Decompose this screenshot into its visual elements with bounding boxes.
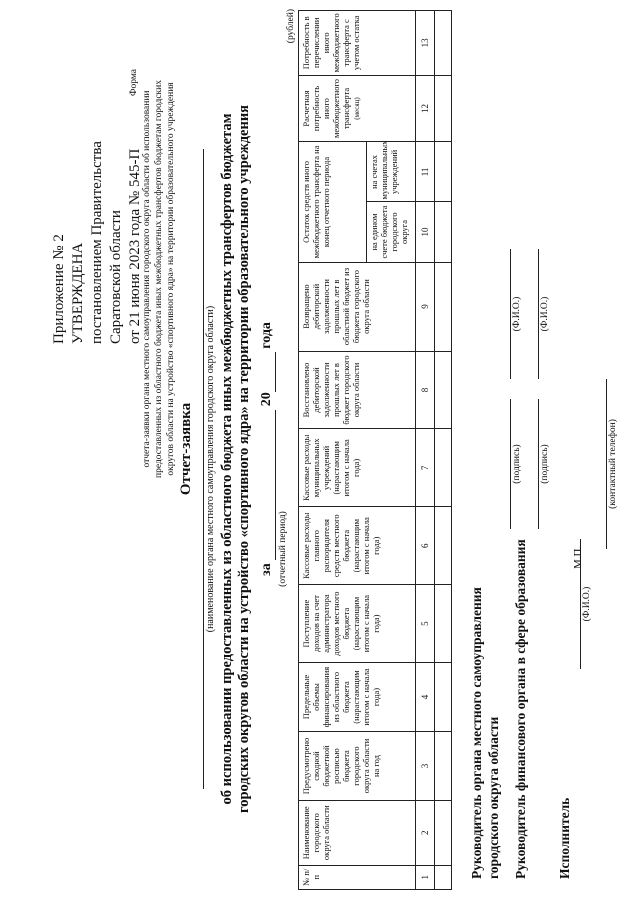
report-table bbox=[298, 10, 452, 890]
executor-phone-line[interactable]: (контактный телефон) bbox=[606, 379, 618, 549]
table-cell[interactable] bbox=[435, 262, 452, 351]
document-title: Отчет-заявка bbox=[178, 402, 194, 496]
executor-title: Исполнитель bbox=[557, 797, 572, 879]
period-suffix: года bbox=[259, 322, 274, 349]
head-of-government-title bbox=[468, 479, 502, 879]
col-num: 10 bbox=[416, 202, 435, 262]
head-name-line[interactable]: (Ф.И.О.) bbox=[510, 249, 522, 379]
col-num: 3 bbox=[416, 732, 435, 801]
municipality-name-caption: (наименование органа местного самоуправления городского округа области) bbox=[203, 149, 216, 789]
header-cash-expenses-institutions: Кассовые расходы муниципальных учреждений (нарастающим итогом с начала года) bbox=[299, 429, 416, 507]
table-header-row bbox=[299, 11, 367, 890]
header-budget-plan: Предусмотрено сводной бюджетной росписью бюджета городского округа области на год bbox=[299, 732, 416, 801]
period-prefix: за bbox=[259, 563, 274, 576]
reporting-period bbox=[259, 219, 276, 679]
table-cell[interactable] bbox=[435, 75, 452, 142]
units-label: (рублей) bbox=[286, 9, 296, 44]
table-cell[interactable] bbox=[435, 351, 452, 429]
finance-head-title: Руководитель финансового органа в сфере образования bbox=[513, 539, 528, 879]
stamp-place: М.П. bbox=[572, 545, 584, 569]
table-cell[interactable] bbox=[435, 507, 452, 585]
table-cell[interactable] bbox=[435, 801, 452, 866]
col-num: 5 bbox=[416, 585, 435, 663]
calc-need-text: Расчетная потребность иного межбюджетного трансферта bbox=[301, 78, 351, 139]
appendix-number: Приложение № 2 bbox=[51, 234, 67, 344]
finance-signature-line[interactable]: (подпись) bbox=[538, 399, 550, 529]
period-caption: (отчетный период) bbox=[278, 511, 288, 587]
col-num: 6 bbox=[416, 507, 435, 585]
table-cell[interactable] bbox=[435, 202, 452, 262]
col-num: 2 bbox=[416, 801, 435, 866]
header-transfer-need: Потребность в перечислении иного межбюджетного трансферта с учетом остатка bbox=[299, 11, 416, 76]
approval-authority: постановлением Правительства bbox=[89, 141, 105, 344]
table-cell[interactable] bbox=[435, 865, 452, 889]
table-cell[interactable] bbox=[435, 429, 452, 507]
header-municipality: Наименование городского округа области bbox=[299, 801, 416, 866]
table-cell[interactable] bbox=[435, 732, 452, 801]
finance-name-line[interactable]: (Ф.И.О.) bbox=[538, 249, 550, 379]
header-cash-expenses-manager: Кассовые расходы главного распорядителя средств местного бюджета (нарастающим итогом с начала года) bbox=[299, 507, 416, 585]
executor-name-line[interactable]: (Ф.И.О.) bbox=[580, 539, 592, 669]
header-restored-receivables: Восстановлено дебиторской задолженности прошлых лет в бюджет городского округа области bbox=[299, 351, 416, 429]
table-row bbox=[435, 11, 452, 890]
form-desc-line-1: отчета-заявки органа местного самоуправления городского округа области об использовании bbox=[142, 90, 152, 468]
head-title-line-1: Руководитель органа местного самоуправления bbox=[469, 587, 484, 879]
table-cell[interactable] bbox=[435, 11, 452, 76]
header-revenue-receipts: Поступление доходов на счет администратора доходов местного бюджета (нарастающим итогом с начала года) bbox=[299, 585, 416, 663]
header-balance-group: Остаток средств иного межбюджетного трансферта на конец отчетного периода bbox=[299, 142, 367, 262]
col-num: 7 bbox=[416, 429, 435, 507]
header-balance-single-account: на едином счете бюджета городского округа bbox=[367, 202, 416, 262]
table-cell[interactable] bbox=[435, 663, 452, 732]
approval-region: Саратовской области bbox=[108, 210, 124, 344]
header-financing-limits: Предельные объемы финансирования из областного бюджета (нарастающим итогом с начала года) bbox=[299, 663, 416, 732]
form-label: Форма bbox=[129, 69, 139, 97]
header-balance-institution-accounts: на счетах муниципальных учреждений bbox=[367, 142, 416, 202]
col-num: 8 bbox=[416, 351, 435, 429]
col-num: 4 bbox=[416, 663, 435, 732]
col-num: 13 bbox=[416, 11, 435, 76]
period-year: 20 bbox=[259, 392, 274, 407]
column-number-row bbox=[416, 11, 435, 890]
heading-line-1: об использовании предоставленных из областного бюджета иных межбюджетных трансфертов бюджетам bbox=[219, 113, 235, 805]
table-cell[interactable] bbox=[435, 142, 452, 202]
approval-date: от 21 июня 2023 года № 545-П bbox=[127, 148, 143, 344]
form-desc-line-3: округов области на устройство «спортивного ядра» на территории образовательного учреждения bbox=[166, 82, 176, 476]
header-row-number: № п/п bbox=[299, 865, 416, 889]
period-blank[interactable] bbox=[259, 410, 276, 560]
heading-line-2: городских округов области на устройство «спортивного ядра» на территории образовательного учреждения bbox=[236, 104, 252, 814]
approved-label: УТВЕРЖДЕНА bbox=[70, 242, 86, 344]
col-num: 9 bbox=[416, 262, 435, 351]
col-num: 1 bbox=[416, 865, 435, 889]
report-heading bbox=[219, 44, 253, 874]
col-num: 11 bbox=[416, 142, 435, 202]
header-calculated-need bbox=[299, 75, 416, 142]
form-desc-line-2: предоставленных из областного бюджета иных межбюджетных трансфертов бюджетам городских bbox=[154, 80, 164, 478]
calc-need-month: (месяц) bbox=[353, 97, 361, 120]
head-signature-line[interactable]: (подпись) bbox=[510, 399, 522, 529]
form-description bbox=[128, 69, 177, 489]
year-blank[interactable] bbox=[259, 352, 276, 392]
col-num: 12 bbox=[416, 75, 435, 142]
header-returned-receivables: Возвращено дебиторской задолженности прошлых лет в областной бюджет из бюджета городского округа области bbox=[299, 262, 416, 351]
head-title-line-2: городского округа области bbox=[486, 716, 501, 879]
table-cell[interactable] bbox=[435, 585, 452, 663]
